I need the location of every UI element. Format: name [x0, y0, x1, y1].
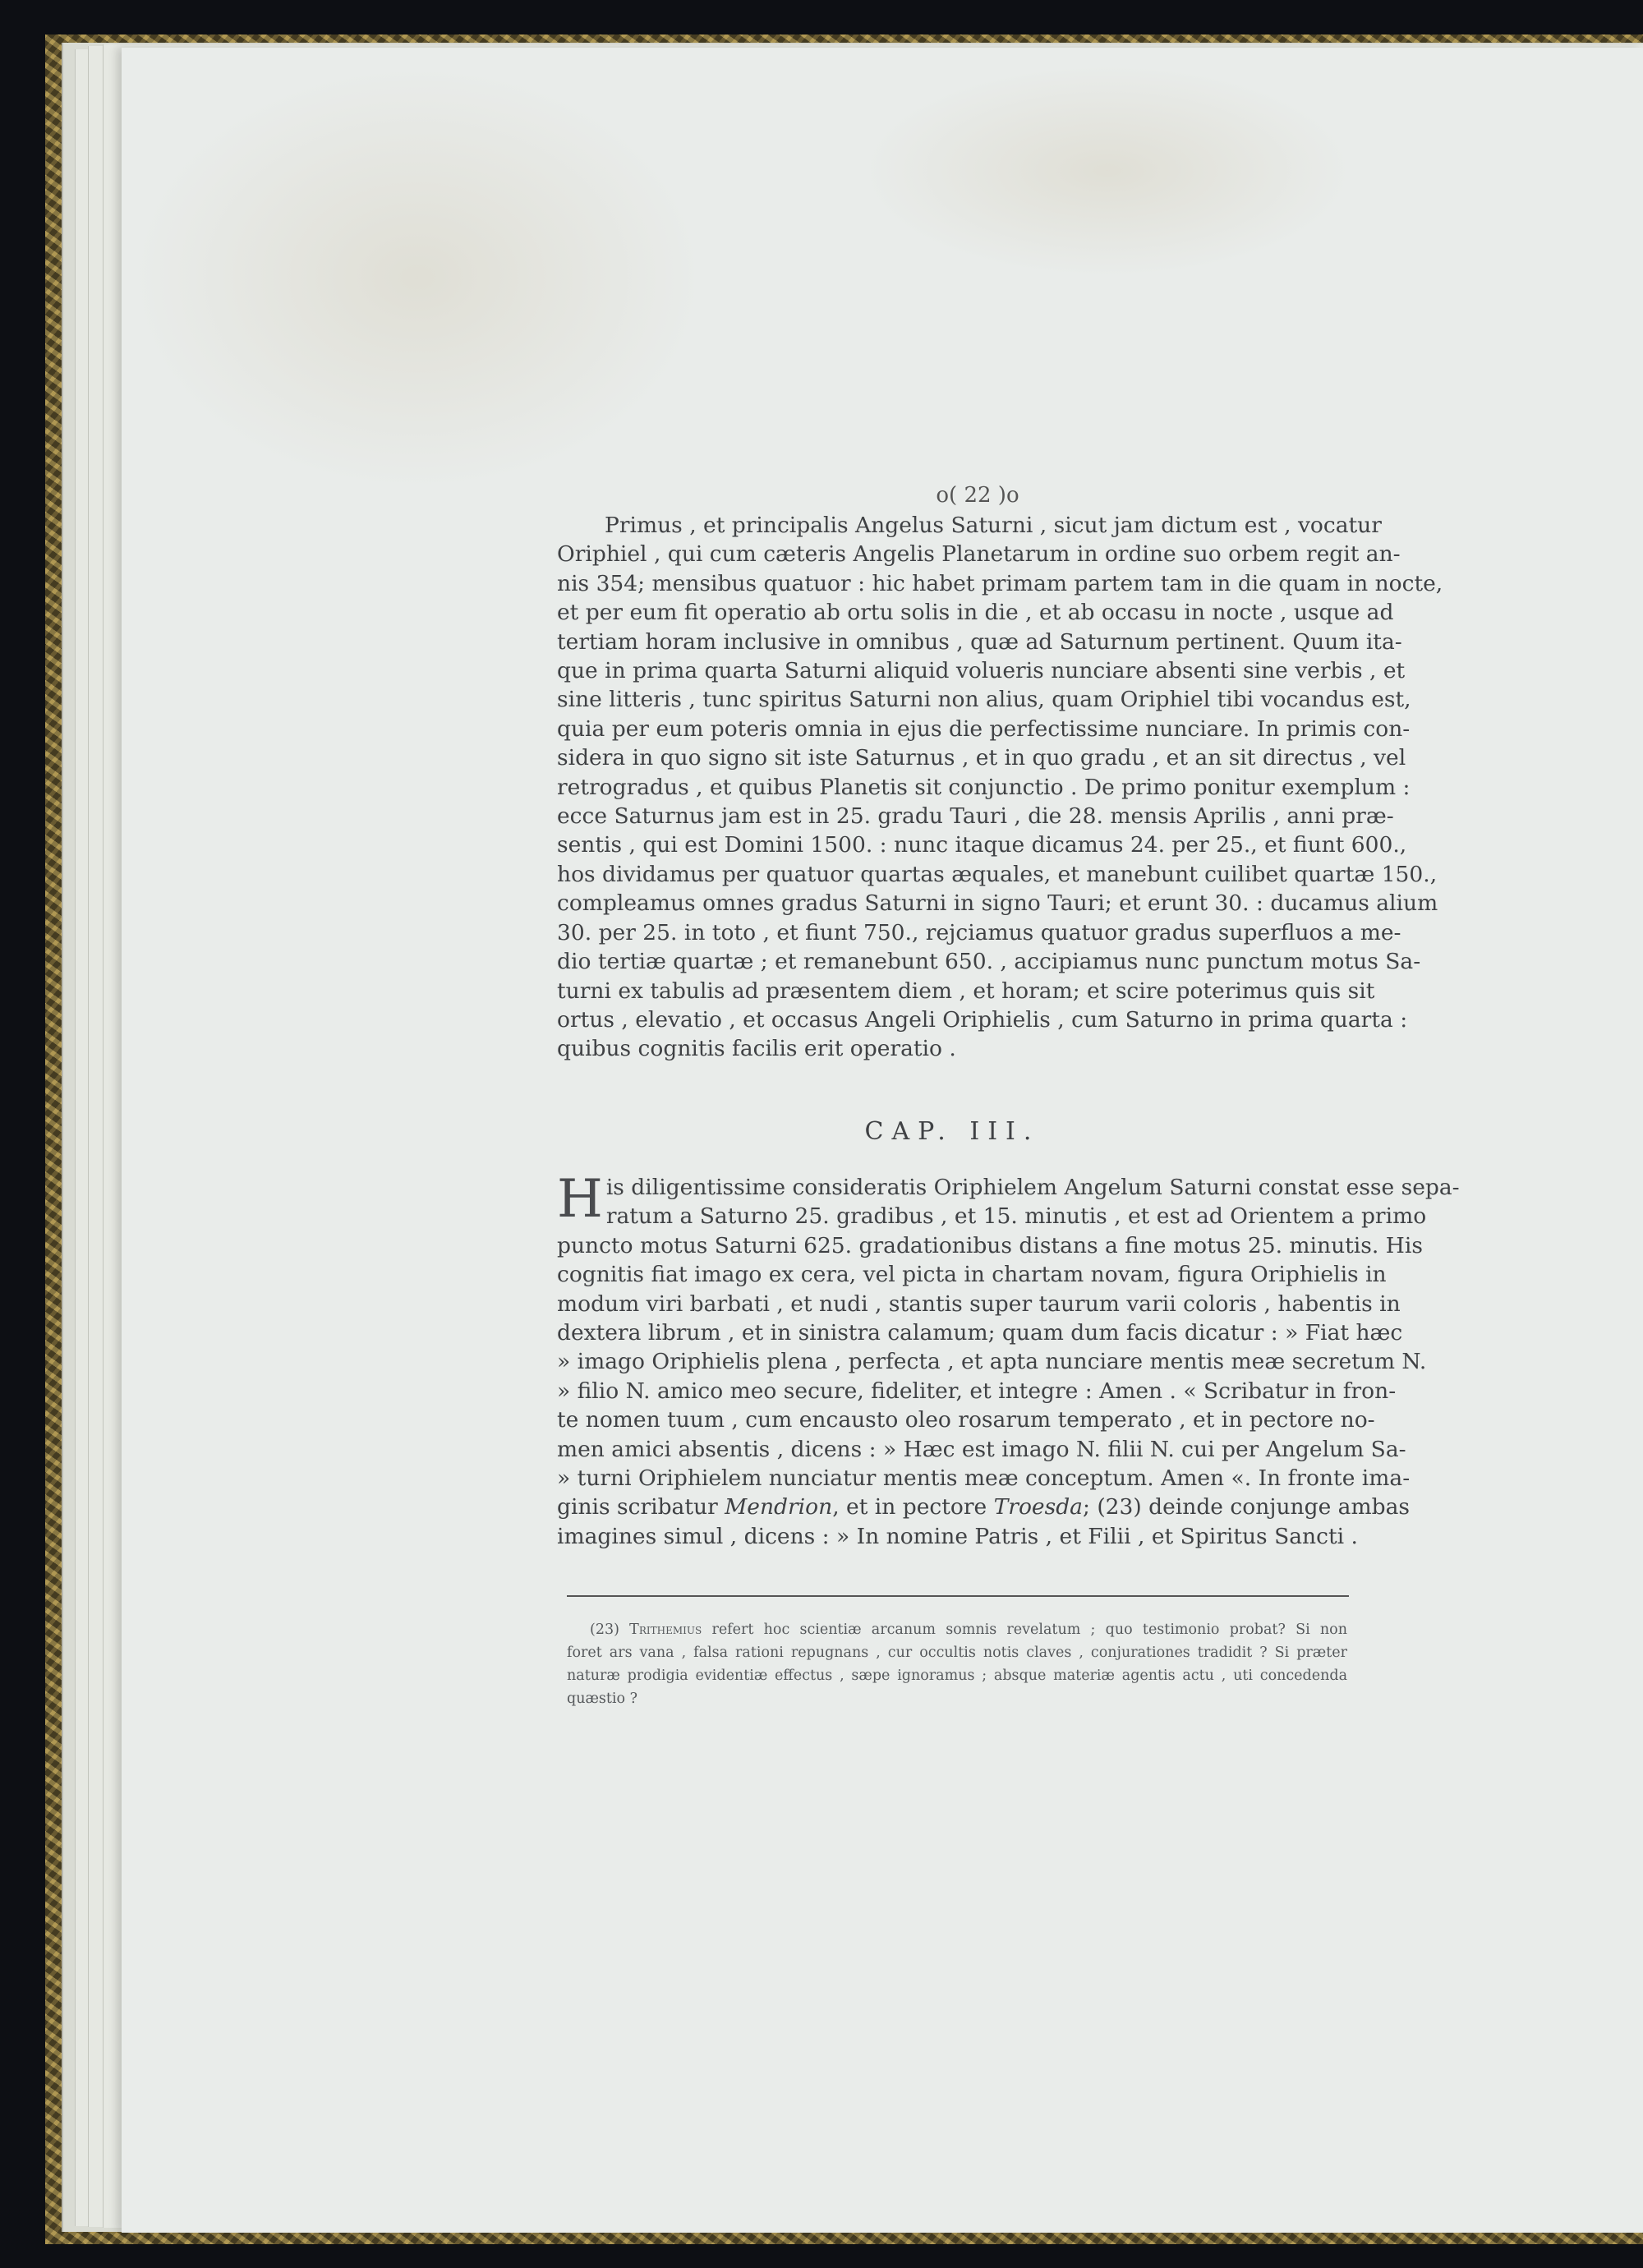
- text-line: sidera in quo signo sit iste Saturnus , et in quo gradu , et an sit directus , vel: [557, 745, 1406, 771]
- paragraph-cap-iii: [557, 1169, 1460, 1551]
- footnote-line: naturæ prodigia evidentiæ effectus , sæpe ignoramus ; absque materiæ agentis actu , uti concedenda: [567, 1668, 1347, 1684]
- text-fragment: ginis scribatur: [557, 1494, 725, 1520]
- text-line: nis 354; mensibus quatuor : hic habet primam partem tam in die quam in nocte,: [557, 570, 1443, 596]
- text-line: Primus , et principalis Angelus Saturni , sicut jam dictum est , vocatur: [605, 513, 1382, 538]
- chapter-heading: CAP. III.: [864, 1117, 1040, 1146]
- text-line: puncto motus Saturni 625. gradationibus distans a fine motus 25. minutis. His: [557, 1232, 1423, 1258]
- text-line: ratum a Saturno 25. gradibus , et 15. minutis , et est ad Orientem a primo: [605, 1203, 1427, 1230]
- text-line: te nomen tuum , cum encausto oleo rosarum temperato , et in pectore no-: [557, 1407, 1375, 1433]
- text-line: sine litteris , tunc spiritus Saturni non alius, quam Oriphiel tibi vocandus est,: [557, 687, 1411, 713]
- text-line: tertiam horam inclusive in omnibus , quæ ad Saturnum pertinent. Quum ita-: [557, 628, 1402, 655]
- italic-name-troesda: Troesda: [993, 1494, 1083, 1520]
- footnote-author: Trithemius: [629, 1622, 702, 1638]
- italic-name-mendrion: Mendrion: [725, 1494, 833, 1520]
- footnote-marker: (23): [590, 1622, 630, 1638]
- text-line: sentis , qui est Domini 1500. : nunc itaque dicamus 24. per 25., et fiunt 600.,: [557, 832, 1407, 858]
- text-line: [557, 1493, 1410, 1521]
- text-line: que in prima quarta Saturni aliquid volueris nunciare absenti sine verbis , et: [557, 658, 1406, 684]
- text-fragment: ; (23) deinde conjunge ambas: [1082, 1494, 1410, 1520]
- footnote: [567, 1618, 1347, 1710]
- text-line: ecce Saturnus jam est in 25. gradu Tauri , die 28. mensis Aprilis , anni præ-: [557, 803, 1394, 830]
- footnote-line: [567, 1618, 1347, 1641]
- footnote-line: quæstio ?: [567, 1691, 638, 1707]
- text-line: dio tertiæ quartæ ; et remanebunt 650. , accipiamus nunc punctum motus Sa-: [557, 949, 1421, 975]
- text-line: » turni Oriphielem nunciatur mentis meæ conceptum. Amen «. In fronte ima-: [557, 1465, 1411, 1492]
- text-line: turni ex tabulis ad præsentem diem , et horam; et scire poterimus quis sit: [557, 978, 1375, 1004]
- footnote-separator: [567, 1595, 1349, 1597]
- text-line: retrogradus , et quibus Planetis sit conjunctio . De primo ponitur exemplum :: [557, 774, 1411, 800]
- text-line: quia per eum poteris omnia in ejus die perfectissime nunciare. In primis con-: [557, 715, 1411, 742]
- text-line: modum viri barbati , et nudi , stantis super taurum varii coloris , habentis in: [557, 1290, 1401, 1317]
- text-line: imagines simul , dicens : » In nomine Patris , et Filii , et Spiritus Sancti .: [557, 1523, 1358, 1549]
- text-line: et per eum fit operatio ab ortu solis in die , et ab occasu in nocte , usque ad: [557, 600, 1394, 626]
- text-line: is diligentissime consideratis Oriphielem Angelum Saturni constat esse sepa-: [605, 1175, 1460, 1200]
- text-line: » imago Oriphielis plena , perfecta , et apta nunciare mentis meæ secretum N.: [557, 1349, 1427, 1375]
- text-fragment: refert hoc scientiæ arcanum somnis revelatum ; quo testimonio probat? Si non: [702, 1622, 1347, 1638]
- text-line: cognitis fiat imago ex cera, vel picta in chartam novam, figura Oriphielis in: [557, 1262, 1387, 1288]
- text-line: 30. per 25. in toto , et fiunt 750., rejciamus quatuor gradus superfluos a me-: [557, 919, 1401, 945]
- text-line: ortus , elevatio , et occasus Angeli Oriphielis , cum Saturno in prima quarta :: [557, 1006, 1408, 1033]
- page-stain: [130, 64, 705, 491]
- text-line: hos dividamus per quatuor quartas æquales, et manebunt cuilibet quartæ 150.,: [557, 861, 1438, 887]
- text-fragment: , et in pectore: [832, 1494, 994, 1520]
- text-line: dextera librum , et in sinistra calamum; quam dum facis dicatur : » Fiat hæc: [557, 1320, 1403, 1346]
- drop-capital: H: [557, 1169, 603, 1230]
- footnote-line: foret ars vana , falsa rationi repugnans , cur occultis notis claves , conjurationes tradidit ? Si præter: [567, 1645, 1347, 1661]
- text-line: men amici absentis , dicens : » Hæc est imago N. filii N. cui per Angelum Sa-: [557, 1436, 1406, 1462]
- text-line: Oriphiel , qui cum cæteris Angelis Planetarum in ordine suo orbem regit an-: [557, 541, 1401, 568]
- text-line: compleamus omnes gradus Saturni in signo Tauri; et erunt 30. : ducamus alium: [557, 890, 1438, 917]
- text-line: » filio N. amico meo secure, fideliter, et integre : Amen . « Scribatur in fron-: [557, 1378, 1397, 1404]
- text-line: quibus cognitis facilis erit operatio .: [557, 1036, 956, 1062]
- page-number: o( 22 )o: [936, 483, 1019, 508]
- page-stain: [861, 64, 1354, 278]
- paragraph-oriphiel: [557, 511, 1443, 1064]
